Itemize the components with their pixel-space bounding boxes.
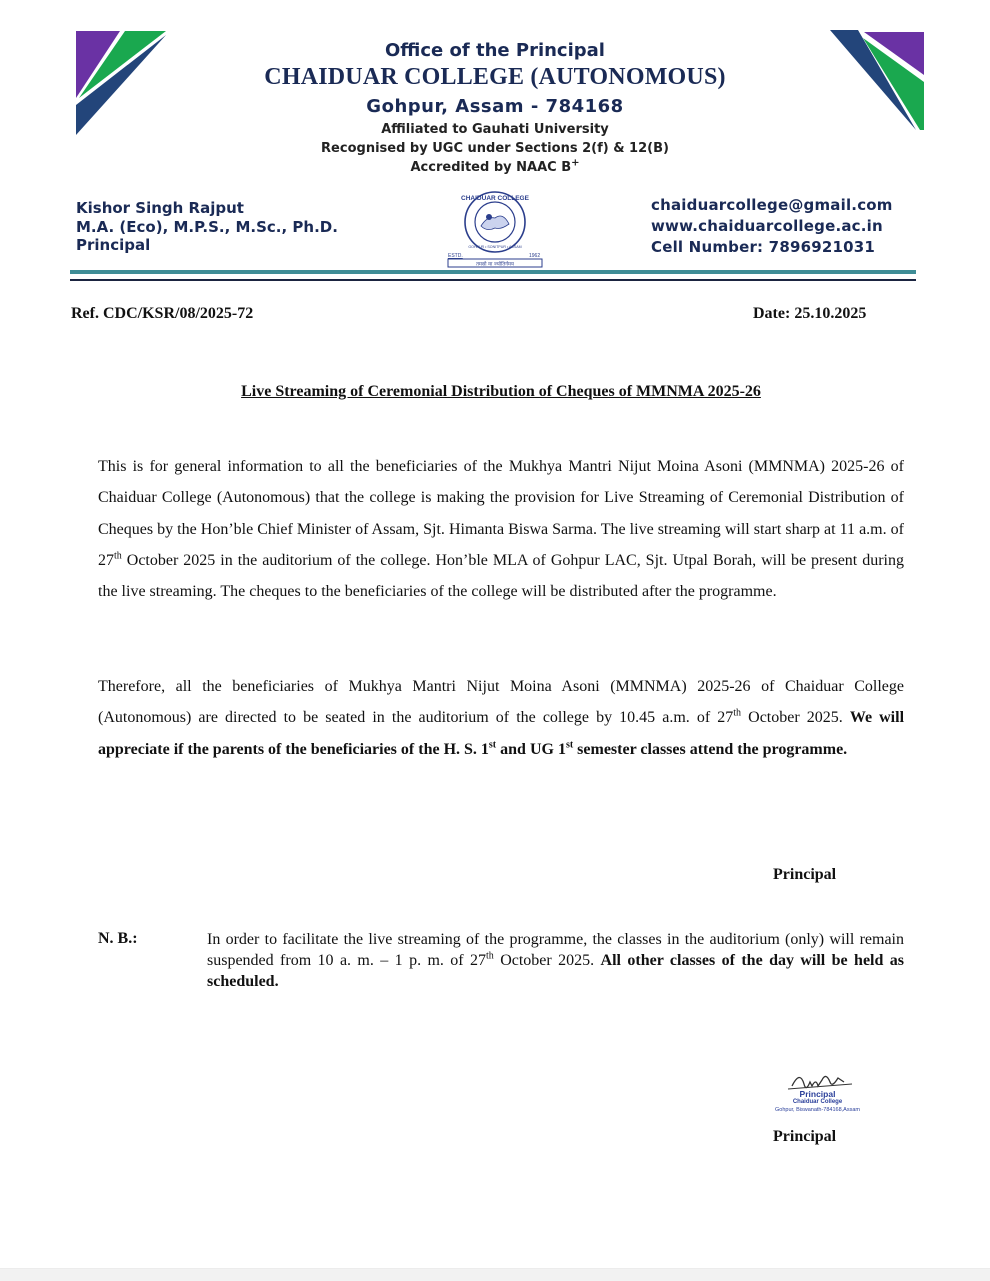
principal-name: Kishor Singh Rajput: [76, 199, 244, 217]
notice-subject: Live Streaming of Ceremonial Distribution of Cheques of MMNMA 2025-26: [241, 383, 761, 400]
signatory-principal-final: Principal: [773, 1128, 837, 1145]
stamp-address: Gohpur, Biswanath-784168,Assam: [775, 1107, 860, 1113]
contact-info: [651, 195, 893, 258]
accreditation-text: Accredited by NAAC B: [410, 160, 572, 175]
ordinal-suffix: st: [565, 739, 574, 751]
contact-cell-number: Cell Number: 7896921031: [651, 238, 876, 256]
paragraph-1: [98, 451, 904, 607]
seal-estd-year: 1962: [529, 253, 541, 259]
ordinal-suffix: th: [733, 707, 742, 719]
stamp-college: Chaiduar College: [792, 1099, 843, 1105]
ordinal-suffix: th: [486, 950, 494, 962]
paragraph-2: [98, 671, 904, 765]
ugc-recognition: Recognised by UGC under Sections 2(f) & 12(B): [321, 141, 669, 156]
paragraph-2-text-a: Therefore, all the beneficiaries of Mukhya Mantri Nijut Moina Asoni (MMNMA) 2025-26 of Chaiduar College (Autonomous) are directed to be seated in the auditorium of the college by 10.45 a.m. of 27: [98, 678, 904, 727]
college-address: Gohpur, Assam - 784168: [366, 96, 624, 117]
parents-invitation-text-b: and UG 1: [496, 740, 566, 758]
nb-label: N. B.:: [98, 930, 138, 947]
principal-degrees: M.A. (Eco), M.P.S., M.Sc., Ph.D.: [76, 217, 338, 236]
paragraph-2-text-b: October 2025.: [741, 709, 850, 727]
ordinal-suffix: th: [114, 550, 122, 562]
nb-text-b: October 2025.: [493, 952, 601, 969]
principal-info: [76, 199, 338, 255]
seal-lower-text: GOHPUR • SONITPUR • ASSAM: [468, 245, 522, 249]
nb-text-a: In order to facilitate the live streaming of the programme, the classes in the auditorium (only) will remain suspended from 10 a. m. – 1 p. m. of 27: [207, 931, 904, 969]
college-seal-logo: [445, 190, 545, 268]
parents-invitation-text-c: semester classes attend the programme.: [573, 740, 848, 758]
contact-email: chaiduarcollege@gmail.com: [651, 196, 893, 214]
naac-accreditation: [0, 157, 990, 175]
paragraph-1-text-b: October 2025 in the auditorium of the college. Hon’ble MLA of Gohpur LAC, Sjt. Utpal Borah, will be present during the live streaming. The cheques to the beneficiaries of the college will be distributed after the programme.: [98, 551, 904, 601]
seal-estd-label: ESTD.: [448, 253, 463, 259]
principal-title: Principal: [76, 236, 151, 254]
letterhead-divider-teal: [70, 270, 916, 274]
signatory-principal: Principal: [773, 866, 837, 883]
accreditation-grade-plus: +: [571, 157, 580, 169]
seal-motto: तमसो मा ज्योतिर्गमय: [476, 261, 514, 268]
letterhead-divider-dark: [70, 279, 916, 281]
ordinal-suffix: st: [488, 739, 497, 751]
college-name: CHAIDUAR COLLEGE (AUTONOMOUS): [264, 64, 726, 90]
principal-office-stamp: [740, 1090, 895, 1114]
affiliation: Affiliated to Gauhati University: [381, 122, 609, 137]
paragraph-1-text-a: This is for general information to all the beneficiaries of the Mukhya Mantri Nijut Moina Asoni (MMNMA) 2025-26 of Chaiduar College (Autonomous) that the college is making the provision for Live Streaming of Ceremonial Distribution of Cheques by the Hon’ble Chief Minister of Assam, Sjt. Himanta Biswa Sarma. The live streaming will start sharp at 11 a.m. of 27: [98, 458, 904, 569]
contact-website: www.chaiduarcollege.ac.in: [651, 217, 883, 235]
notice-date: Date: 25.10.2025: [753, 305, 867, 322]
viewer-bottom-bar: [0, 1268, 990, 1281]
stamp-title: Principal: [799, 1089, 836, 1099]
reference-number: Ref. CDC/KSR/08/2025-72: [71, 305, 254, 322]
nb-bold-text: All other classes of the day will be held as scheduled.: [207, 952, 905, 990]
nb-text: [207, 929, 904, 992]
seal-ring-text: CHAIDUAR COLLEGE: [461, 195, 529, 202]
parents-invitation-text-a: We will appreciate if the parents of the beneficiaries of the H. S. 1: [98, 709, 905, 758]
office-title: Office of the Principal: [385, 40, 605, 61]
